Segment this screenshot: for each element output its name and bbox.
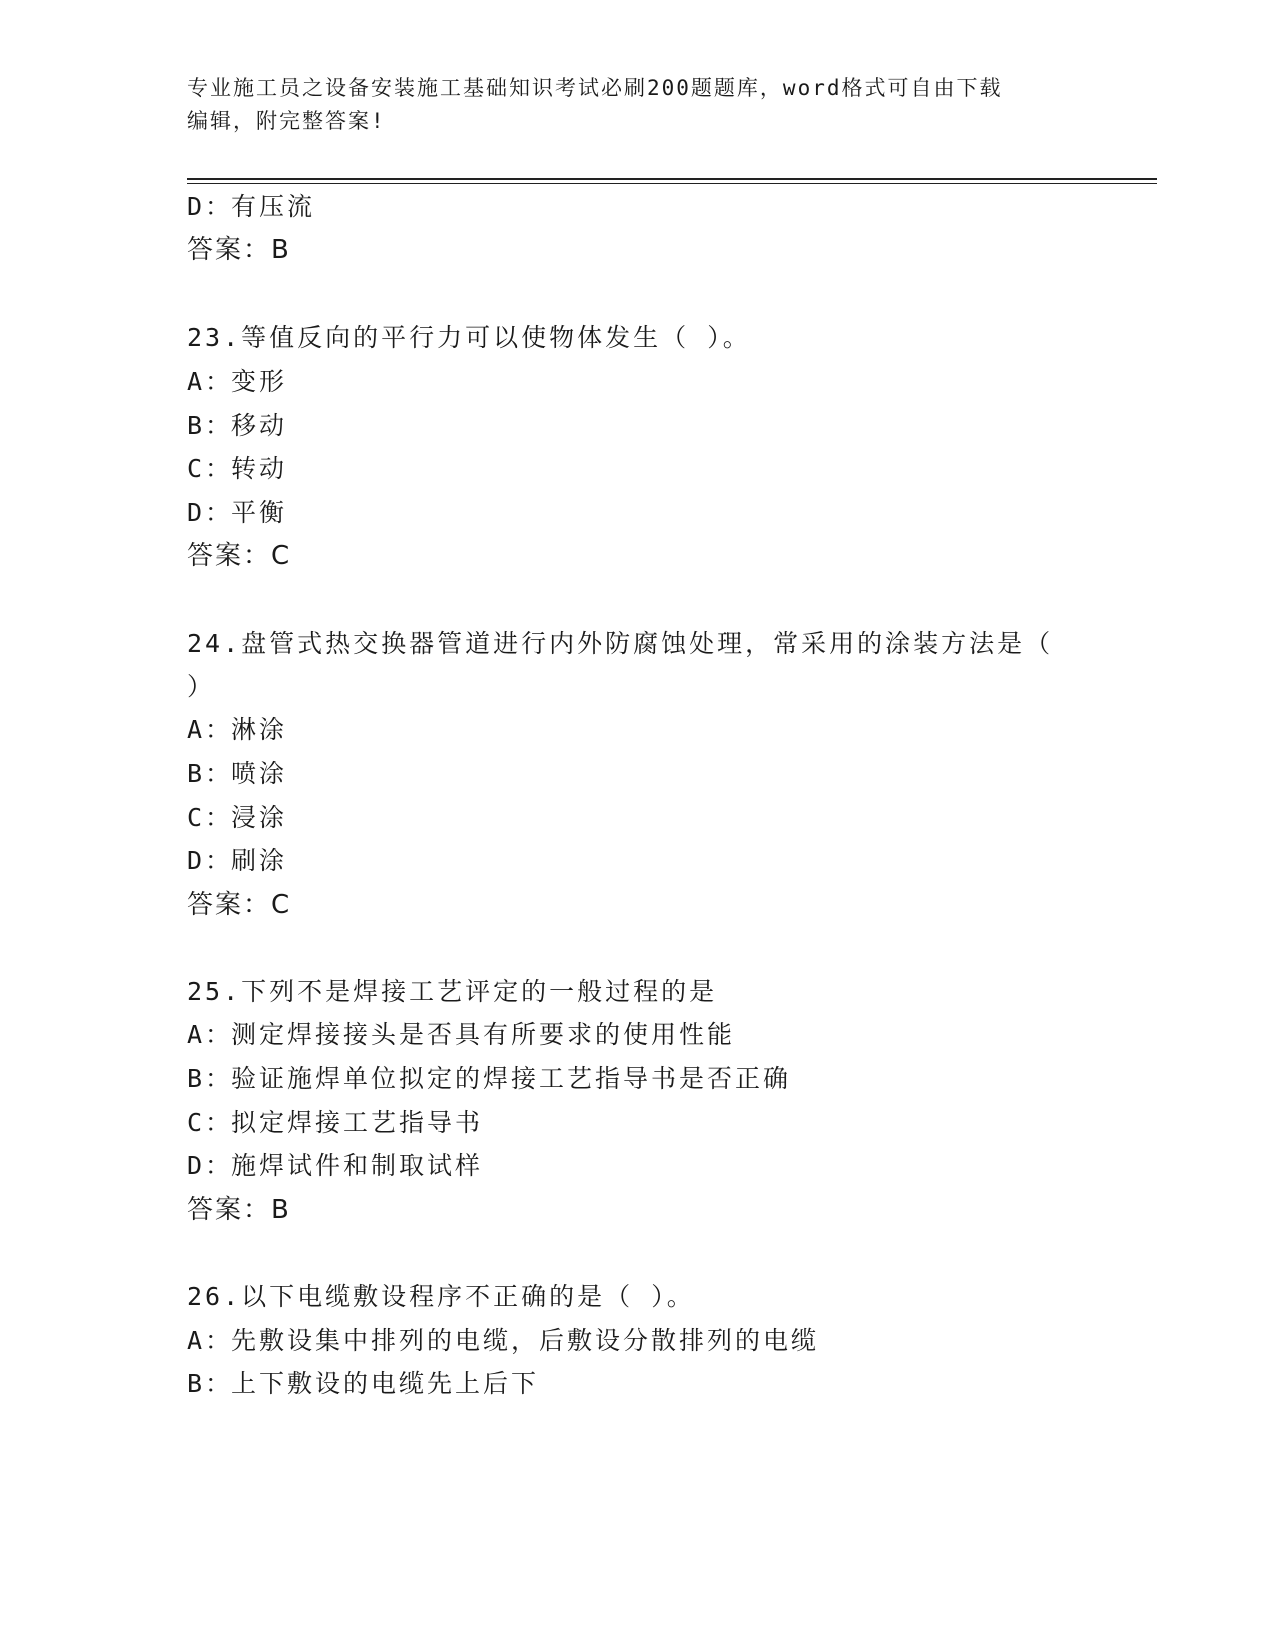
option-d-q23 xyxy=(187,496,287,530)
option-label: C： xyxy=(187,454,234,483)
option-c-q23 xyxy=(187,452,287,486)
option-label: B： xyxy=(187,759,234,788)
option-text: 平衡 xyxy=(231,498,288,527)
option-label: C： xyxy=(187,803,234,832)
answer-q22: 答案：B xyxy=(187,235,291,265)
option-text: 验证施焊单位拟定的焊接工艺指导书是否正确 xyxy=(231,1064,792,1093)
option-d-q22 xyxy=(187,190,315,224)
option-text: 转动 xyxy=(231,454,288,483)
question-23: 23.等值反向的平行力可以使物体发生（ ）。 xyxy=(187,323,751,352)
option-text: 喷涂 xyxy=(231,759,288,788)
option-a-q23 xyxy=(187,365,287,399)
option-label: B： xyxy=(187,1369,234,1398)
option-d-q25 xyxy=(187,1149,483,1183)
option-text: 淋涂 xyxy=(231,715,288,744)
option-a-q24 xyxy=(187,713,287,747)
question-24-line-2: ） xyxy=(187,672,216,701)
option-label: A： xyxy=(187,1326,234,1355)
option-label: A： xyxy=(187,367,234,396)
option-label: C： xyxy=(187,1108,234,1137)
option-b-q26 xyxy=(187,1367,539,1401)
answer-q25: 答案：B xyxy=(187,1195,291,1225)
option-label: D： xyxy=(187,1151,234,1180)
option-b-q24 xyxy=(187,757,287,791)
option-c-q25 xyxy=(187,1106,483,1140)
document-header xyxy=(187,72,1087,138)
header-divider-thick xyxy=(187,178,1157,180)
option-text: 施焊试件和制取试样 xyxy=(231,1151,484,1180)
option-label: D： xyxy=(187,192,234,221)
question-25: 25.下列不是焊接工艺评定的一般过程的是 xyxy=(187,977,718,1006)
option-a-q26 xyxy=(187,1324,819,1358)
header-divider-thin xyxy=(187,183,1157,184)
option-text: 测定焊接接头是否具有所要求的使用性能 xyxy=(231,1020,736,1049)
option-d-q24 xyxy=(187,844,287,878)
option-text: 刷涂 xyxy=(231,846,288,875)
option-text: 有压流 xyxy=(231,192,316,221)
option-text: 浸涂 xyxy=(231,803,288,832)
option-text: 先敷设集中排列的电缆，后敷设分散排列的电缆 xyxy=(231,1326,820,1355)
option-c-q24 xyxy=(187,801,287,835)
question-24-line-1: 24.盘管式热交换器管道进行内外防腐蚀处理，常采用的涂装方法是（ xyxy=(187,629,1054,658)
option-label: D： xyxy=(187,846,234,875)
header-line-1: 专业施工员之设备安装施工基础知识考试必刷200题题库，word格式可自由下载 xyxy=(187,76,1003,100)
option-a-q25 xyxy=(187,1018,735,1052)
option-label: D： xyxy=(187,498,234,527)
header-line-2: 编辑，附完整答案! xyxy=(187,109,386,133)
option-text: 上下敷设的电缆先上后下 xyxy=(231,1369,540,1398)
option-text: 拟定焊接工艺指导书 xyxy=(231,1108,484,1137)
option-label: A： xyxy=(187,1020,234,1049)
option-label: B： xyxy=(187,1064,234,1093)
option-label: A： xyxy=(187,715,234,744)
answer-q24: 答案：C xyxy=(187,890,292,920)
option-b-q23 xyxy=(187,409,287,443)
option-label: B： xyxy=(187,411,234,440)
question-26: 26.以下电缆敷设程序不正确的是（ ）。 xyxy=(187,1282,695,1311)
answer-q23: 答案：C xyxy=(187,541,292,571)
option-b-q25 xyxy=(187,1062,791,1096)
option-text: 变形 xyxy=(231,367,288,396)
option-text: 移动 xyxy=(231,411,288,440)
